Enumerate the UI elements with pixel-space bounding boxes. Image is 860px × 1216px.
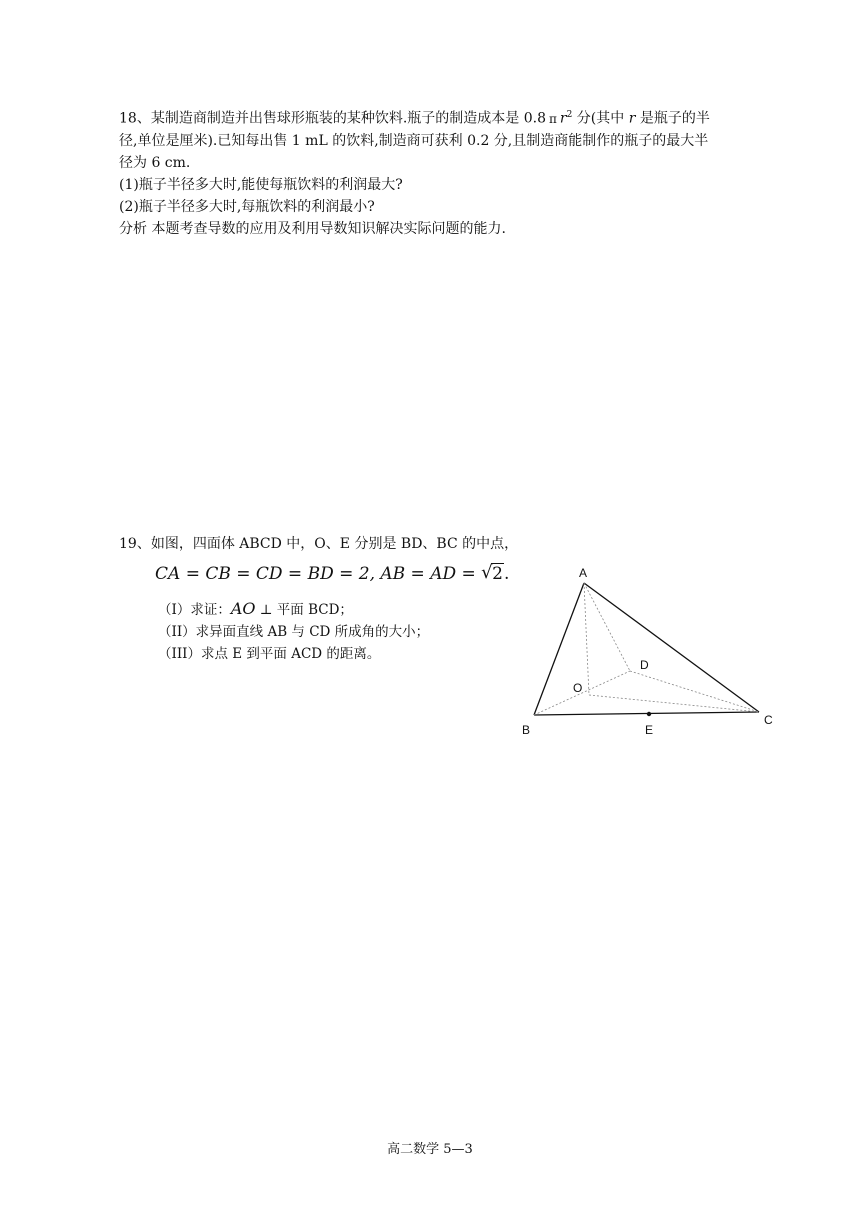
edge-cd [630,671,759,712]
problem-18-line-2: 径,单位是厘米).已知每出售 1 mL 的饮料,制造商可获利 0.2 分,且制造商能制作的瓶子的最大半 [119,132,709,149]
problem-18-line-3: 径为 6 cm. [119,154,191,171]
edge-ad [584,583,630,671]
question-1: (1)瓶子半径多大时,能使每瓶饮料的利润最大? [119,176,403,193]
exponent: 2 [566,110,573,120]
variable-r: r [628,110,636,127]
item-2: （II）求异面直线 AB 与 CD 所成角的大小； [158,624,430,640]
item-3: （III）求点 E 到平面 ACD 的距离。 [158,646,381,662]
sqrt-argument: 2 [492,564,503,584]
given-conditions-formula [155,564,509,584]
page-footer: 高二数学 5—3 [387,1142,473,1157]
analysis: 分析 本题考查导数的应用及利用导数知识解决实际问题的能力. [119,220,506,237]
problem-19-questions [158,598,429,665]
formula-text: CA = CB = CD = BD = 2, AB = AD = [155,564,476,584]
segment-ao: AO [230,599,256,618]
edge-ac [584,583,759,712]
label-o: O [573,681,583,695]
segment-ao-line [584,583,589,695]
label-e: E [645,723,654,737]
label-c: C [764,713,773,727]
edge-bc [534,712,759,715]
point-e-dot [647,712,651,716]
item-1-prefix: （I）求证： [158,602,231,618]
perpendicular-symbol: ⊥ [255,602,277,618]
edge-ab [534,583,584,715]
problem-18-text: 是瓶子的半 [639,110,710,127]
question-2: (2)瓶子半径多大时,每瓶饮料的利润最小? [119,198,375,215]
item-1-suffix: 平面 BCD； [276,602,353,618]
radical-sign: √ [481,562,493,583]
problem-18 [119,104,749,240]
problem-19-intro: 19、如图，四面体 ABCD 中，O、E 分别是 BD、BC 的中点， [119,536,519,552]
item-1 [158,598,429,621]
pi-symbol: π [548,111,557,126]
label-d: D [640,658,649,672]
variable-r: r [559,110,567,127]
sqrt-two [481,564,504,584]
problem-18-text: 分(其中 [576,110,625,127]
label-b: B [522,723,531,737]
problem-18-line-1 [119,104,749,130]
tetrahedron-figure [510,560,790,750]
problem-18-text: 18、某制造商制造并出售球形瓶装的某种饮料.瓶子的制造成本是 0.8 [119,110,546,127]
formula-end: . [504,564,510,584]
label-a: A [579,566,588,580]
